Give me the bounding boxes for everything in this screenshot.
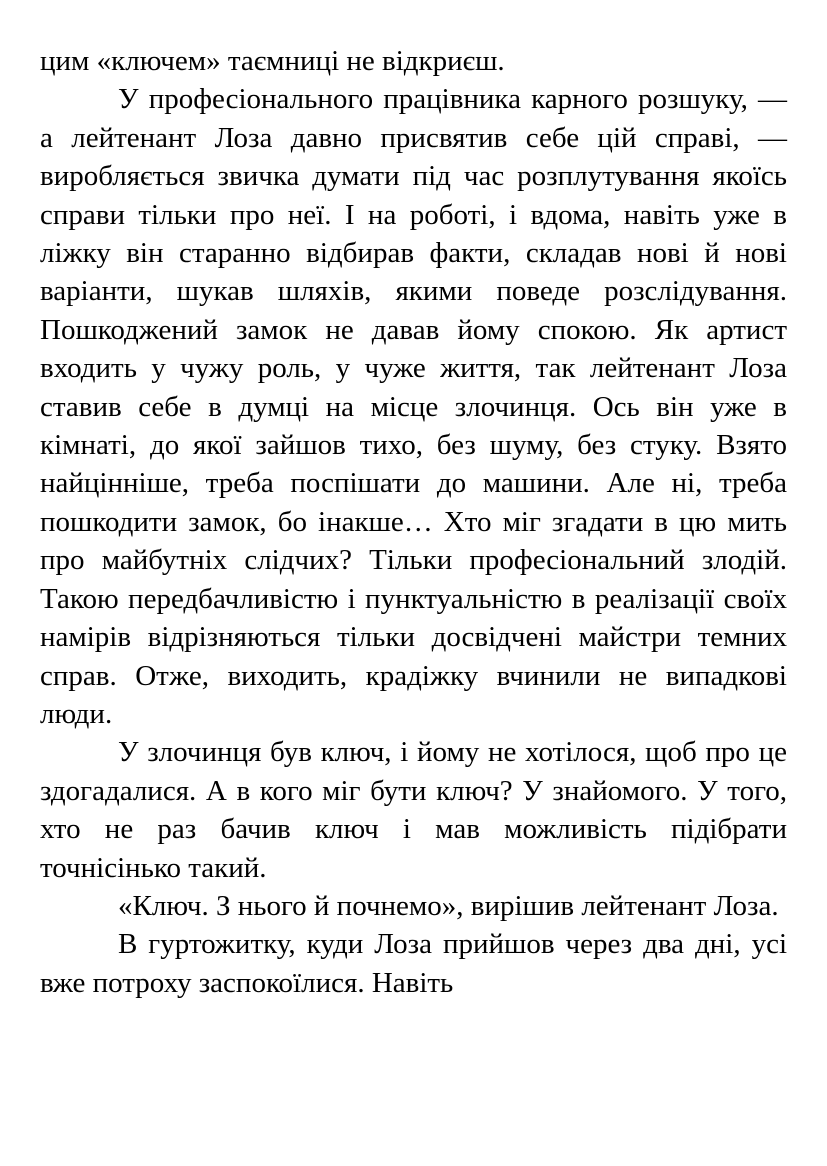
paragraph-investigator-habit: У професіонального працівника карного розшуку, — а лейтенант Лоза давно присвятив себе цій справі, — виробляється звичка думати під час розплутування якоїсь справи тільки про неї. І на роботі, і вдома, навіть уже в ліжку він старанно відбирав факти, складав нові й нові варіанти, шукав шляхів, якими поведе розслідування. Пошкоджений замок не давав йому спокою. Як артист входить у чужу роль, у чуже життя, так лейтенант Лоза ставив себе в думці на місце злочинця. Ось він уже в кімнаті, до якої зайшов тихо, без шуму, без стуку. Взято найцінніше, треба поспішати до машини. Але ні, треба пошкодити замок, бо інакше… Хто міг згадати в цю мить про майбутніх слідчих? Тільки професіональний злодій. Такою передбачливістю і пунктуальністю в реалізації своїх намірів відрізняються тільки досвідчені майстри темних справ. Отже, виходить, крадіжку вчинили не випадкові люди.	[40, 83, 787, 730]
document-page	[40, 42, 787, 1002]
paragraph-continuation: цим «ключем» таємниці не відкриєш.	[40, 45, 505, 77]
paragraph-key-holder: У злочинця був ключ, і йому не хотілося, щоб про це здогадалися. А в кого міг бути ключ? У знайомого. У того, хто не раз бачив ключ і мав можливість підібрати точнісінько такий.	[40, 736, 787, 884]
paragraph-decision: «Ключ. З нього й почнемо», вирішив лейтенант Лоза.	[118, 889, 779, 922]
paragraph-dormitory: В гуртожитку, куди Лоза прийшов через два дні, усі вже потроху заспокоїлися. Навіть	[40, 928, 787, 999]
